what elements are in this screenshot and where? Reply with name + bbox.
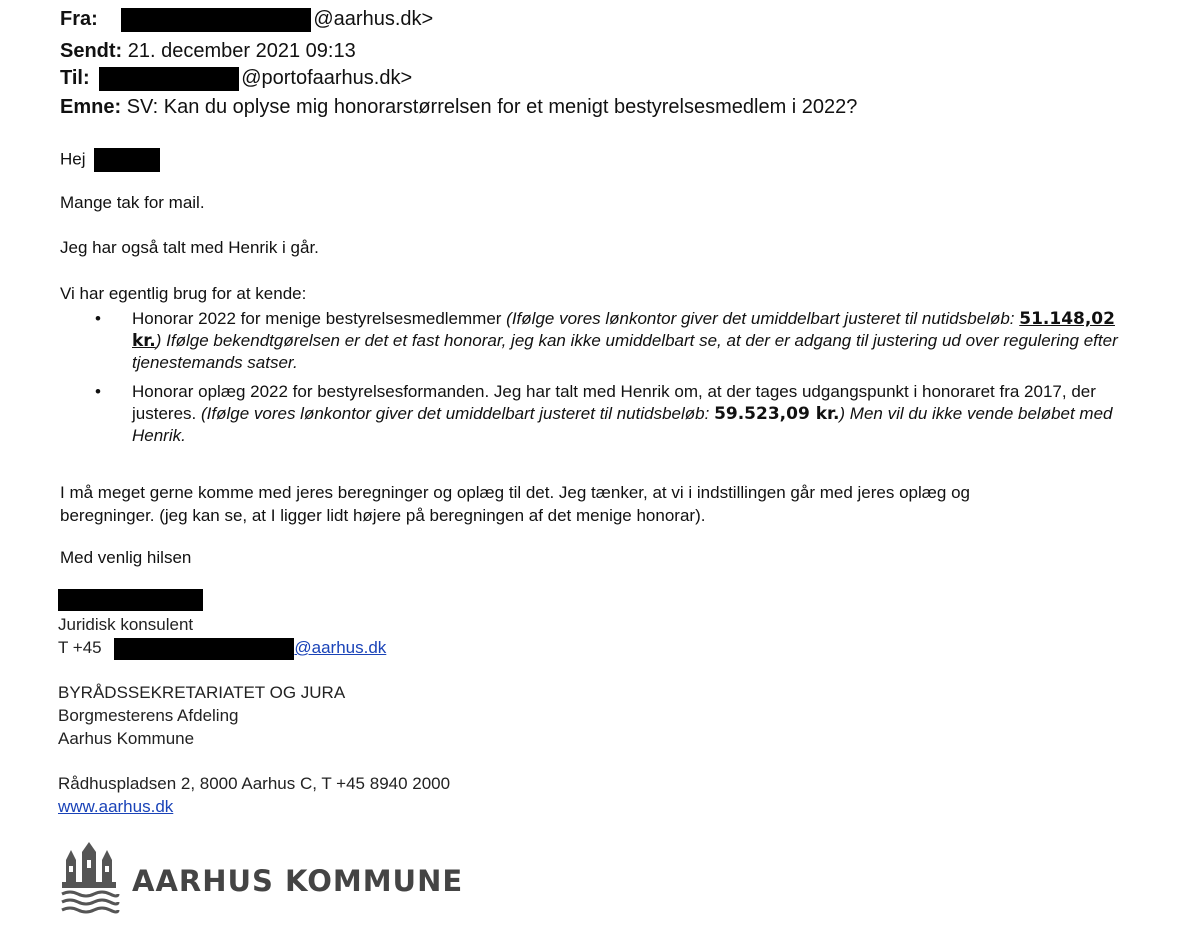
sent-line [60,39,356,63]
bullet-item-1 [132,308,1132,374]
signature-phone-redaction [114,638,294,660]
signature-email-link[interactable]: @aarhus.dk [294,638,387,657]
sent-label: Sendt: [60,40,123,62]
from-suffix: @aarhus.dk> [313,8,434,30]
to-line [60,66,412,91]
signature-dept-2: Borgmesterens Afdeling [58,706,239,725]
bullet1-text-c: ) [155,331,162,350]
closing-text: Med venlig hilsen [60,548,192,567]
subject-line [60,95,857,119]
body-paragraph-4-line-2: beregninger. (jeg kan se, at I ligger lidt højere på beregningen af det menige honorar). [60,506,706,525]
greeting-redaction [94,148,160,172]
greeting-line [60,148,160,172]
bullet1-text-d: Ifølge bekendtgørelsen er det et fast honorar, jeg kan ikke umiddelbart se, at der er adgang til justering ud over regulering efter tjenestemands satser. [132,331,1118,372]
to-redaction [99,67,239,91]
body-paragraph-1: Mange tak for mail. [60,193,205,212]
signature-dept-3: Aarhus Kommune [58,729,195,748]
signature-title: Juridisk konsulent [58,615,194,634]
bullet-marker-2: • [95,382,101,401]
signature-phone-prefix: T +45 [58,638,102,657]
from-redaction [121,8,311,32]
greeting-text: Hej [60,149,86,169]
aarhus-coat-of-arms-icon [58,842,120,918]
from-line [60,7,433,32]
bullet2-amount: 59.523,09 kr. [714,404,840,424]
body-paragraph-4-line-1: I må meget gerne komme med jeres beregninger og oplæg til det. Jeg tænker, at vi i indstillingen går med jeres oplæg og [60,483,970,502]
to-label: Til: [60,67,90,89]
body-paragraph-2: Jeg har også talt med Henrik i går. [60,238,319,257]
signature-name-redaction [58,589,203,611]
bullet1-amount: 51.148,02 kr. [132,309,1115,351]
signature-address: Rådhuspladsen 2, 8000 Aarhus C, T +45 8940 2000 [58,774,451,793]
bullet2-text-b: (Ifølge vores lønkontor giver det umiddelbart justeret til nutidsbeløb: [200,404,715,423]
aarhus-kommune-logo-text: AARHUS KOMMUNE [132,864,464,898]
from-label: Fra: [60,8,98,30]
bullet-item-2 [132,381,1132,447]
to-suffix: @portofaarhus.dk> [241,67,413,89]
signature-dept-1: BYRÅDSSEKRETARIATET OG JURA [58,683,346,702]
signature-phone-line [58,637,386,660]
signature-website-link[interactable]: www.aarhus.dk [58,797,174,816]
body-paragraph-3: Vi har egentlig brug for at kende: [60,284,307,303]
bullet1-text-b: (Ifølge vores lønkontor giver det umiddelbart justeret til nutidsbeløb: [506,309,1020,328]
subject-value: SV: Kan du oplyse mig honorarstørrelsen for et menigt bestyrelsesmedlem i 2022? [126,96,858,118]
bullet-marker-1: • [95,309,101,328]
signature-website-line [58,796,173,818]
sent-value: 21. december 2021 09:13 [127,40,356,62]
bullet2-text-c: ) Men vil du ikke vende beløbet med Henrik. [132,404,1113,445]
subject-label: Emne: [60,96,122,118]
bullet1-text-a: Honorar 2022 for menige bestyrelsesmedlemmer [132,309,507,328]
bullet2-text-a: Honorar oplæg 2022 for bestyrelsesformanden. Jeg har talt med Henrik om, at der tages udgangspunkt i honoraret fra 2017, der justeres. [132,382,1096,423]
